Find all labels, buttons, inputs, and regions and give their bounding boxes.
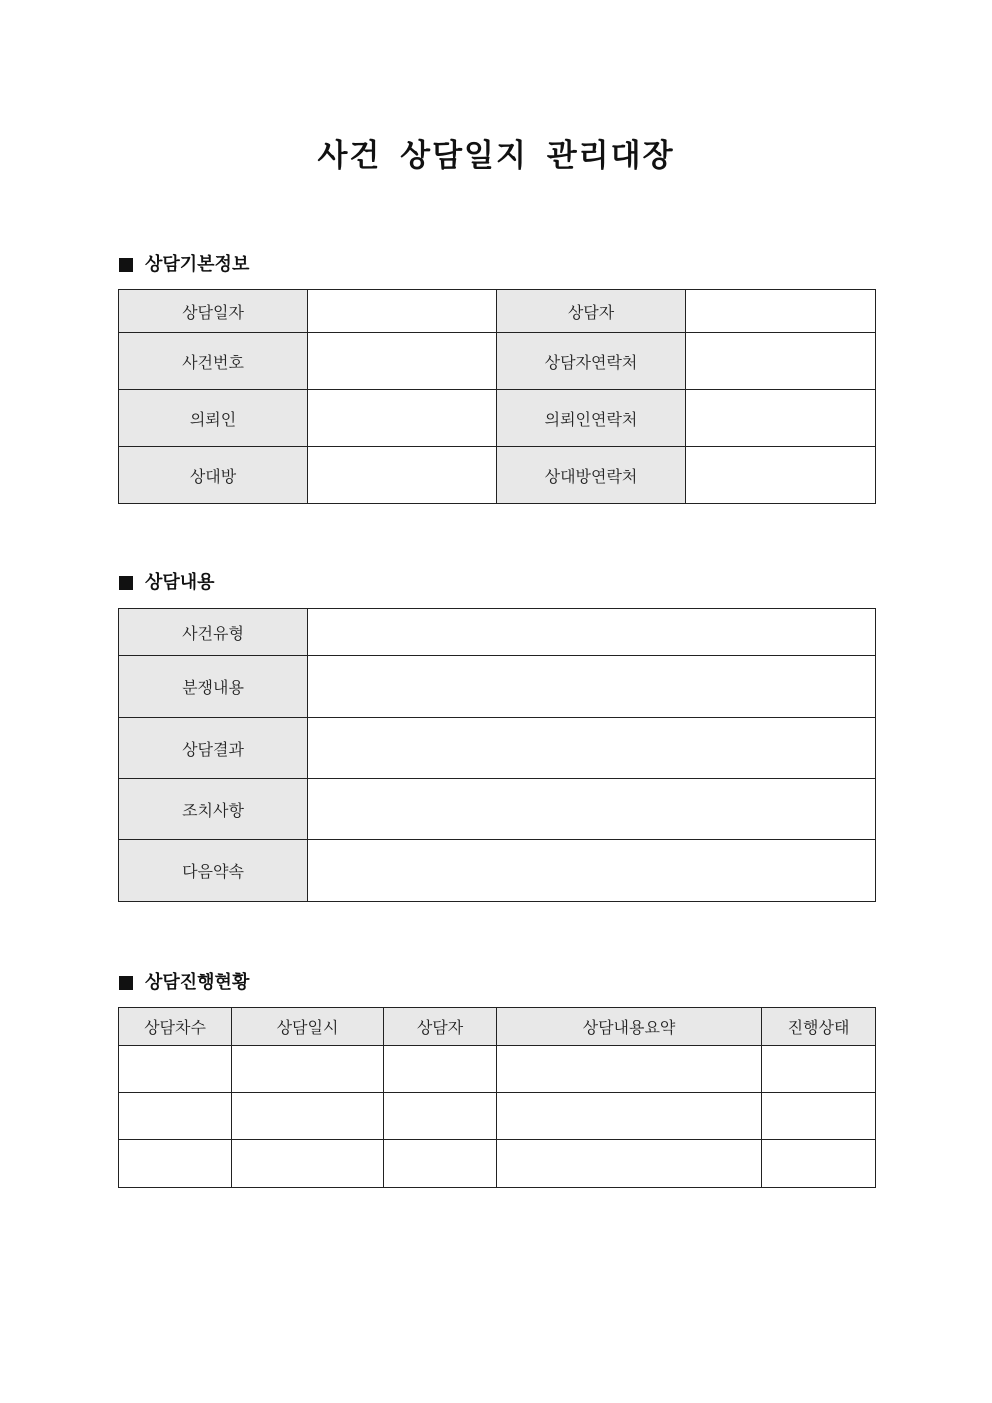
- table-row: [119, 609, 876, 656]
- table-cell[interactable]: [497, 1093, 762, 1140]
- dispute-content-field[interactable]: [308, 656, 876, 718]
- table-row: [119, 447, 876, 504]
- label-case-type: 사건유형: [119, 609, 308, 656]
- case-type-field[interactable]: [308, 609, 876, 656]
- table-cell[interactable]: [384, 1140, 497, 1188]
- label-case-number: 사건번호: [119, 333, 308, 390]
- counselor-contact-field[interactable]: [686, 333, 876, 390]
- label-actions-taken: 조치사항: [119, 779, 308, 840]
- opponent-field[interactable]: [308, 447, 497, 504]
- square-bullet-icon: [119, 976, 133, 990]
- label-counselor-contact: 상담자연락처: [497, 333, 686, 390]
- consult-date-field[interactable]: [308, 290, 497, 333]
- table-cell[interactable]: [762, 1140, 876, 1188]
- consult-content-table: [118, 608, 876, 902]
- section-heading-label: 상담진행현황: [145, 972, 250, 993]
- table-row: [119, 333, 876, 390]
- label-counselor: 상담자: [497, 290, 686, 333]
- section-heading-label: 상담기본정보: [145, 254, 250, 275]
- table-cell[interactable]: [119, 1140, 232, 1188]
- table-cell[interactable]: [232, 1046, 384, 1093]
- column-header-counselor: 상담자: [384, 1008, 497, 1046]
- case-number-field[interactable]: [308, 333, 497, 390]
- consult-result-field[interactable]: [308, 718, 876, 779]
- label-dispute-content: 분쟁내용: [119, 656, 308, 718]
- next-appointment-field[interactable]: [308, 840, 876, 902]
- label-consult-result: 상담결과: [119, 718, 308, 779]
- consult-progress-table: [118, 1007, 876, 1188]
- table-cell[interactable]: [232, 1093, 384, 1140]
- table-cell[interactable]: [119, 1093, 232, 1140]
- table-row: [119, 390, 876, 447]
- square-bullet-icon: [119, 576, 133, 590]
- table-cell[interactable]: [384, 1046, 497, 1093]
- label-opponent: 상대방: [119, 447, 308, 504]
- table-row: [119, 1046, 876, 1093]
- client-field[interactable]: [308, 390, 497, 447]
- table-row: [119, 718, 876, 779]
- table-row: [119, 1140, 876, 1188]
- section-heading-basic-info: [119, 253, 249, 277]
- counselor-field[interactable]: [686, 290, 876, 333]
- actions-taken-field[interactable]: [308, 779, 876, 840]
- table-cell[interactable]: [762, 1046, 876, 1093]
- basic-info-table: [118, 289, 876, 504]
- table-cell[interactable]: [232, 1140, 384, 1188]
- table-row: [119, 656, 876, 718]
- column-header-datetime: 상담일시: [232, 1008, 384, 1046]
- client-contact-field[interactable]: [686, 390, 876, 447]
- label-consult-date: 상담일자: [119, 290, 308, 333]
- table-row: [119, 1093, 876, 1140]
- table-row: [119, 779, 876, 840]
- table-cell[interactable]: [497, 1046, 762, 1093]
- table-header-row: [119, 1008, 876, 1046]
- square-bullet-icon: [119, 258, 133, 272]
- section-heading-consult-progress: [119, 971, 249, 995]
- opponent-contact-field[interactable]: [686, 447, 876, 504]
- column-header-summary: 상담내용요약: [497, 1008, 762, 1046]
- table-cell[interactable]: [497, 1140, 762, 1188]
- page-title: 사건 상담일지 관리대장: [317, 138, 675, 174]
- table-cell[interactable]: [384, 1093, 497, 1140]
- label-client-contact: 의뢰인연락처: [497, 390, 686, 447]
- column-header-session: 상담차수: [119, 1008, 232, 1046]
- label-opponent-contact: 상대방연락처: [497, 447, 686, 504]
- label-next-appointment: 다음약속: [119, 840, 308, 902]
- table-row: [119, 840, 876, 902]
- table-cell[interactable]: [762, 1093, 876, 1140]
- column-header-status: 진행상태: [762, 1008, 876, 1046]
- label-client: 의뢰인: [119, 390, 308, 447]
- section-heading-consult-content: [119, 571, 215, 595]
- section-heading-label: 상담내용: [145, 572, 215, 593]
- table-row: [119, 290, 876, 333]
- table-cell[interactable]: [119, 1046, 232, 1093]
